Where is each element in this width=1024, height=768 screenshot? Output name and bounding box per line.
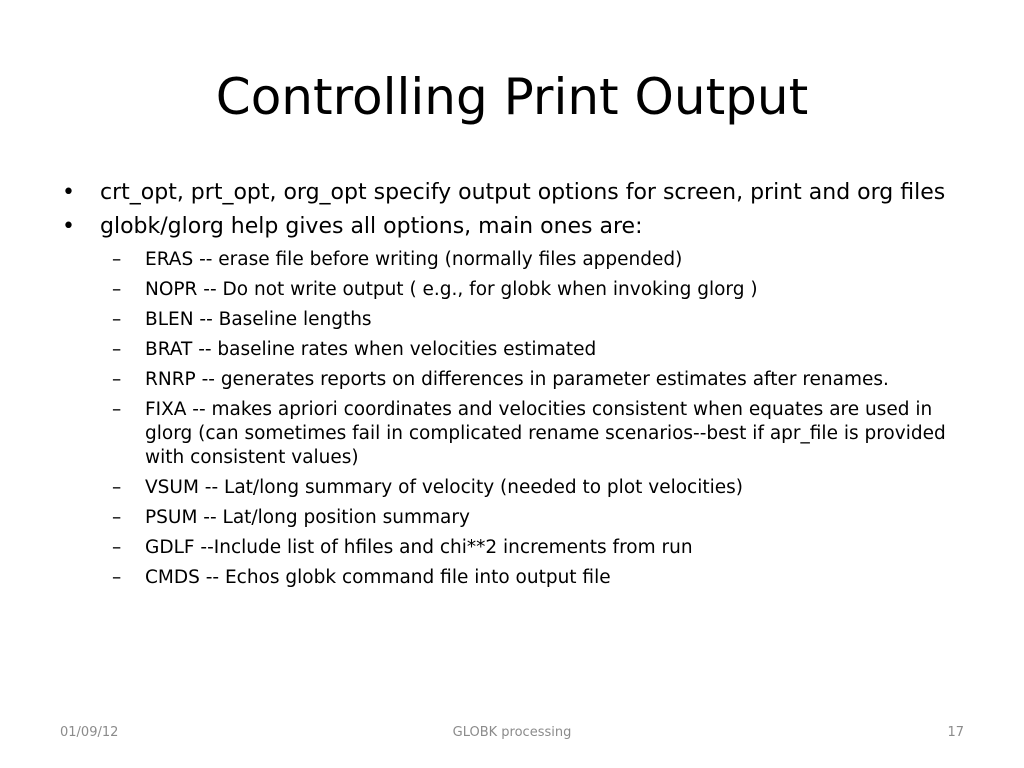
bullet-item [60, 180, 960, 205]
bullet-marker: • [62, 180, 75, 205]
sub-bullet-item [60, 248, 960, 272]
sub-bullet-text: NOPR -- Do not write output ( e.g., for globk when invoking glorg ) [145, 279, 758, 300]
sub-bullet-item [60, 278, 960, 302]
sub-bullet-text: FIXA -- makes apriori coordinates and velocities consistent when equates are used in glorg (can sometimes fail in complicated rename scenarios--best if apr_file is provided with consistent values) [145, 399, 946, 468]
sub-bullet-item [60, 506, 960, 530]
sub-bullet-item [60, 476, 960, 500]
bullet-item [60, 214, 960, 239]
dash-marker: – [112, 567, 122, 588]
slide-title: Controlling Print Output [215, 68, 809, 126]
sub-bullet-item [60, 338, 960, 362]
dash-marker: – [112, 279, 122, 300]
sub-bullet-text: GDLF --Include list of hfiles and chi**2 increments from run [145, 537, 693, 558]
dash-marker: – [112, 339, 122, 360]
slide-body [60, 180, 960, 596]
sub-bullet-item [60, 536, 960, 560]
sub-bullet-text: BRAT -- baseline rates when velocities estimated [145, 339, 597, 360]
sub-bullet-text: BLEN -- Baseline lengths [145, 309, 372, 330]
dash-marker: – [112, 537, 122, 558]
bullet-marker: • [62, 214, 75, 239]
bullet-text: globk/glorg help gives all options, main ones are: [100, 214, 643, 239]
dash-marker: – [112, 399, 122, 420]
sub-bullet-item [60, 308, 960, 332]
sub-bullet-text: RNRP -- generates reports on differences in parameter estimates after renames. [145, 369, 889, 390]
sub-bullet-item [60, 368, 960, 392]
sub-bullet-text: ERAS -- erase file before writing (normally files appended) [145, 249, 683, 270]
sub-bullet-text: PSUM -- Lat/long position summary [145, 507, 470, 528]
dash-marker: – [112, 249, 122, 270]
sub-bullet-text: CMDS -- Echos globk command file into output file [145, 567, 611, 588]
dash-marker: – [112, 369, 122, 390]
footer-title: GLOBK processing [452, 725, 572, 740]
dash-marker: – [112, 477, 122, 498]
dash-marker: – [112, 309, 122, 330]
slide-number: 17 [947, 725, 964, 740]
sub-bullet-item [60, 566, 960, 590]
dash-marker: – [112, 507, 122, 528]
bullet-text: crt_opt, prt_opt, org_opt specify output options for screen, print and org files [100, 180, 946, 205]
sub-bullet-text: VSUM -- Lat/long summary of velocity (needed to plot velocities) [145, 477, 743, 498]
sub-bullet-item [60, 398, 960, 470]
footer-date: 01/09/12 [60, 725, 119, 740]
